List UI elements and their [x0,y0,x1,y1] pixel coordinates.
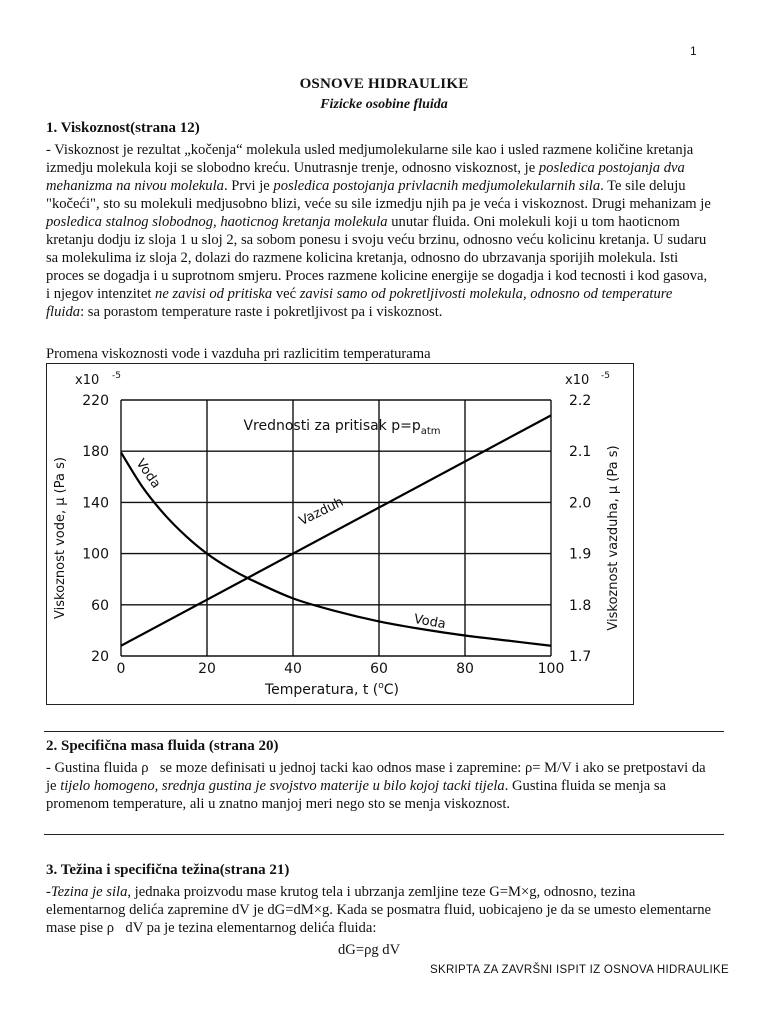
viscosity-chart [47,364,633,704]
page-title: OSNOVE HIDRAULIKE [299,76,469,92]
y-right-tick-label: 2.1 [569,444,592,461]
y-right-tick-label: 1.9 [569,546,592,563]
series-label-vazduh: Vazduh [296,494,346,530]
right-multiplier-exponent: -5 [601,371,610,381]
y-right-tick-label: 2.0 [569,495,592,512]
section3-paragraph: -Tezina je sila, jednaka proizvodu mase krutog tela i ubrzanja zemljine teze G=M×g, odnosno, tezina elementarnog delića zapremine dV je dG=dM×g. Kada se posmatra fluid, uobicajeno je da se umesto elementarne mase pise ρ⃞dV pa je tezina elementarnog delića fluida: [46,884,711,936]
x-tick-label: 60 [370,661,388,677]
section2-heading: 2. Specifična masa fluida (strana 20) [46,738,279,754]
right-multiplier: x10 [565,373,590,388]
left-multiplier-exponent: -5 [112,371,121,381]
x-tick-label: 0 [116,661,126,677]
section1-heading: 1. Viskoznost(strana 12) [46,120,200,136]
divider [44,731,724,732]
section3-heading: 3. Težina i specifična težina(strana 21) [46,862,290,878]
page-footer: SKRIPTA ZA ZAVRŠNI ISPIT IZ OSNOVA HIDRAULIKE [430,964,729,976]
y-left-tick-label: 140 [82,495,109,512]
y-left-tick-label: 100 [82,546,109,563]
page-number: 1 [690,44,697,58]
y-left-tick-label: 20 [91,649,109,665]
y-right-axis-title: Viskoznost vazduha, μ (Pa s) [606,445,621,631]
y-right-tick-label: 1.7 [569,649,592,665]
divider [44,834,724,835]
series-label-voda-bottom: Voda [412,611,447,633]
x-tick-label: 80 [456,661,474,677]
x-tick-label: 40 [284,661,302,677]
series-line-voda [121,452,551,645]
section2-paragraph: - Gustina fluida ρ⃞se moze definisati u jednoj tacki kao odnos mase i zapremine: ρ= M/V i ako se pretpostavi da je tijelo homogeno, srednja gustina je svojstvo materije u bilo kojoj tacki tijela. Gustina fluida se menja sa promenom temperature, ali u znatno manjoj meri nego sto se menja viskoznost. [46,760,706,812]
y-left-axis-title: Viskoznost vode, μ (Pa s) [53,457,68,619]
series-label-voda-top: Voda [132,456,164,492]
x-tick-label: 20 [198,661,216,677]
y-left-tick-label: 60 [91,597,109,614]
y-right-tick-label: 2.2 [569,393,592,409]
y-right-tick-label: 1.8 [569,597,592,614]
x-tick-label: 100 [537,661,565,677]
section1-paragraph: - Viskoznost je rezultat „kočenja“ molekula usled medjumolekularne sile kao i usled razmene količine kretanja izmedju molekula koji se slobodno kreću. Unutrasnje trenje, odnosno viskoznost, je posledica postojanja dva mehanizma na nivou molekula. Prvi je posledica postojanja privlacnih medjumolekularnih sila. Te sile deluju "kočeći", sto su molekuli medjusobno blizi, veće su sile izmedju njih pa je veća i viskoznost. Drugi mehanizam je posledica stalnog slobodnog, haoticnog kretanja molekula unutar fluida. Oni molekuli koji u tom haoticnom kretanju dodju iz sloja 1 u sloj 2, sa sobom ponesu i svoju veću brzinu, odnosno veću kolicinu kretanja. U sudaru sa molekulima iz sloja 2, dolazi do razmene kolicina kretanja, odnosno do ubrzavanja sporijih molekula. Isti proces se dogadja i u suprotnom smjeru. Proces razmene kolicine energije se dogadja i kod tecnosti i kod gasova, i njegov intenzitet ne zavisi od pritiska već zavisi samo od pokretljivosti molekula, odnosno od temperature fluida: sa porastom temperature raste i pokretljivost pa i viskoznost. [46,142,711,320]
y-left-tick-label: 180 [82,444,109,461]
weight-formula: dG=ρg dV [338,942,401,958]
chart-frame [46,363,634,705]
page-subtitle: Fizicke osobine fluida [320,97,448,112]
x-axis-title: Temperatura, t ($^o$C) [264,681,400,698]
y-left-tick-label: 220 [82,393,109,409]
left-multiplier: x10 [75,373,100,388]
chart-caption: Promena viskoznosti vode i vazduha pri razlicitim temperaturama [46,346,431,362]
chart-title: Vrednosti za pritisak $p=p_{atm}$ [243,418,441,437]
